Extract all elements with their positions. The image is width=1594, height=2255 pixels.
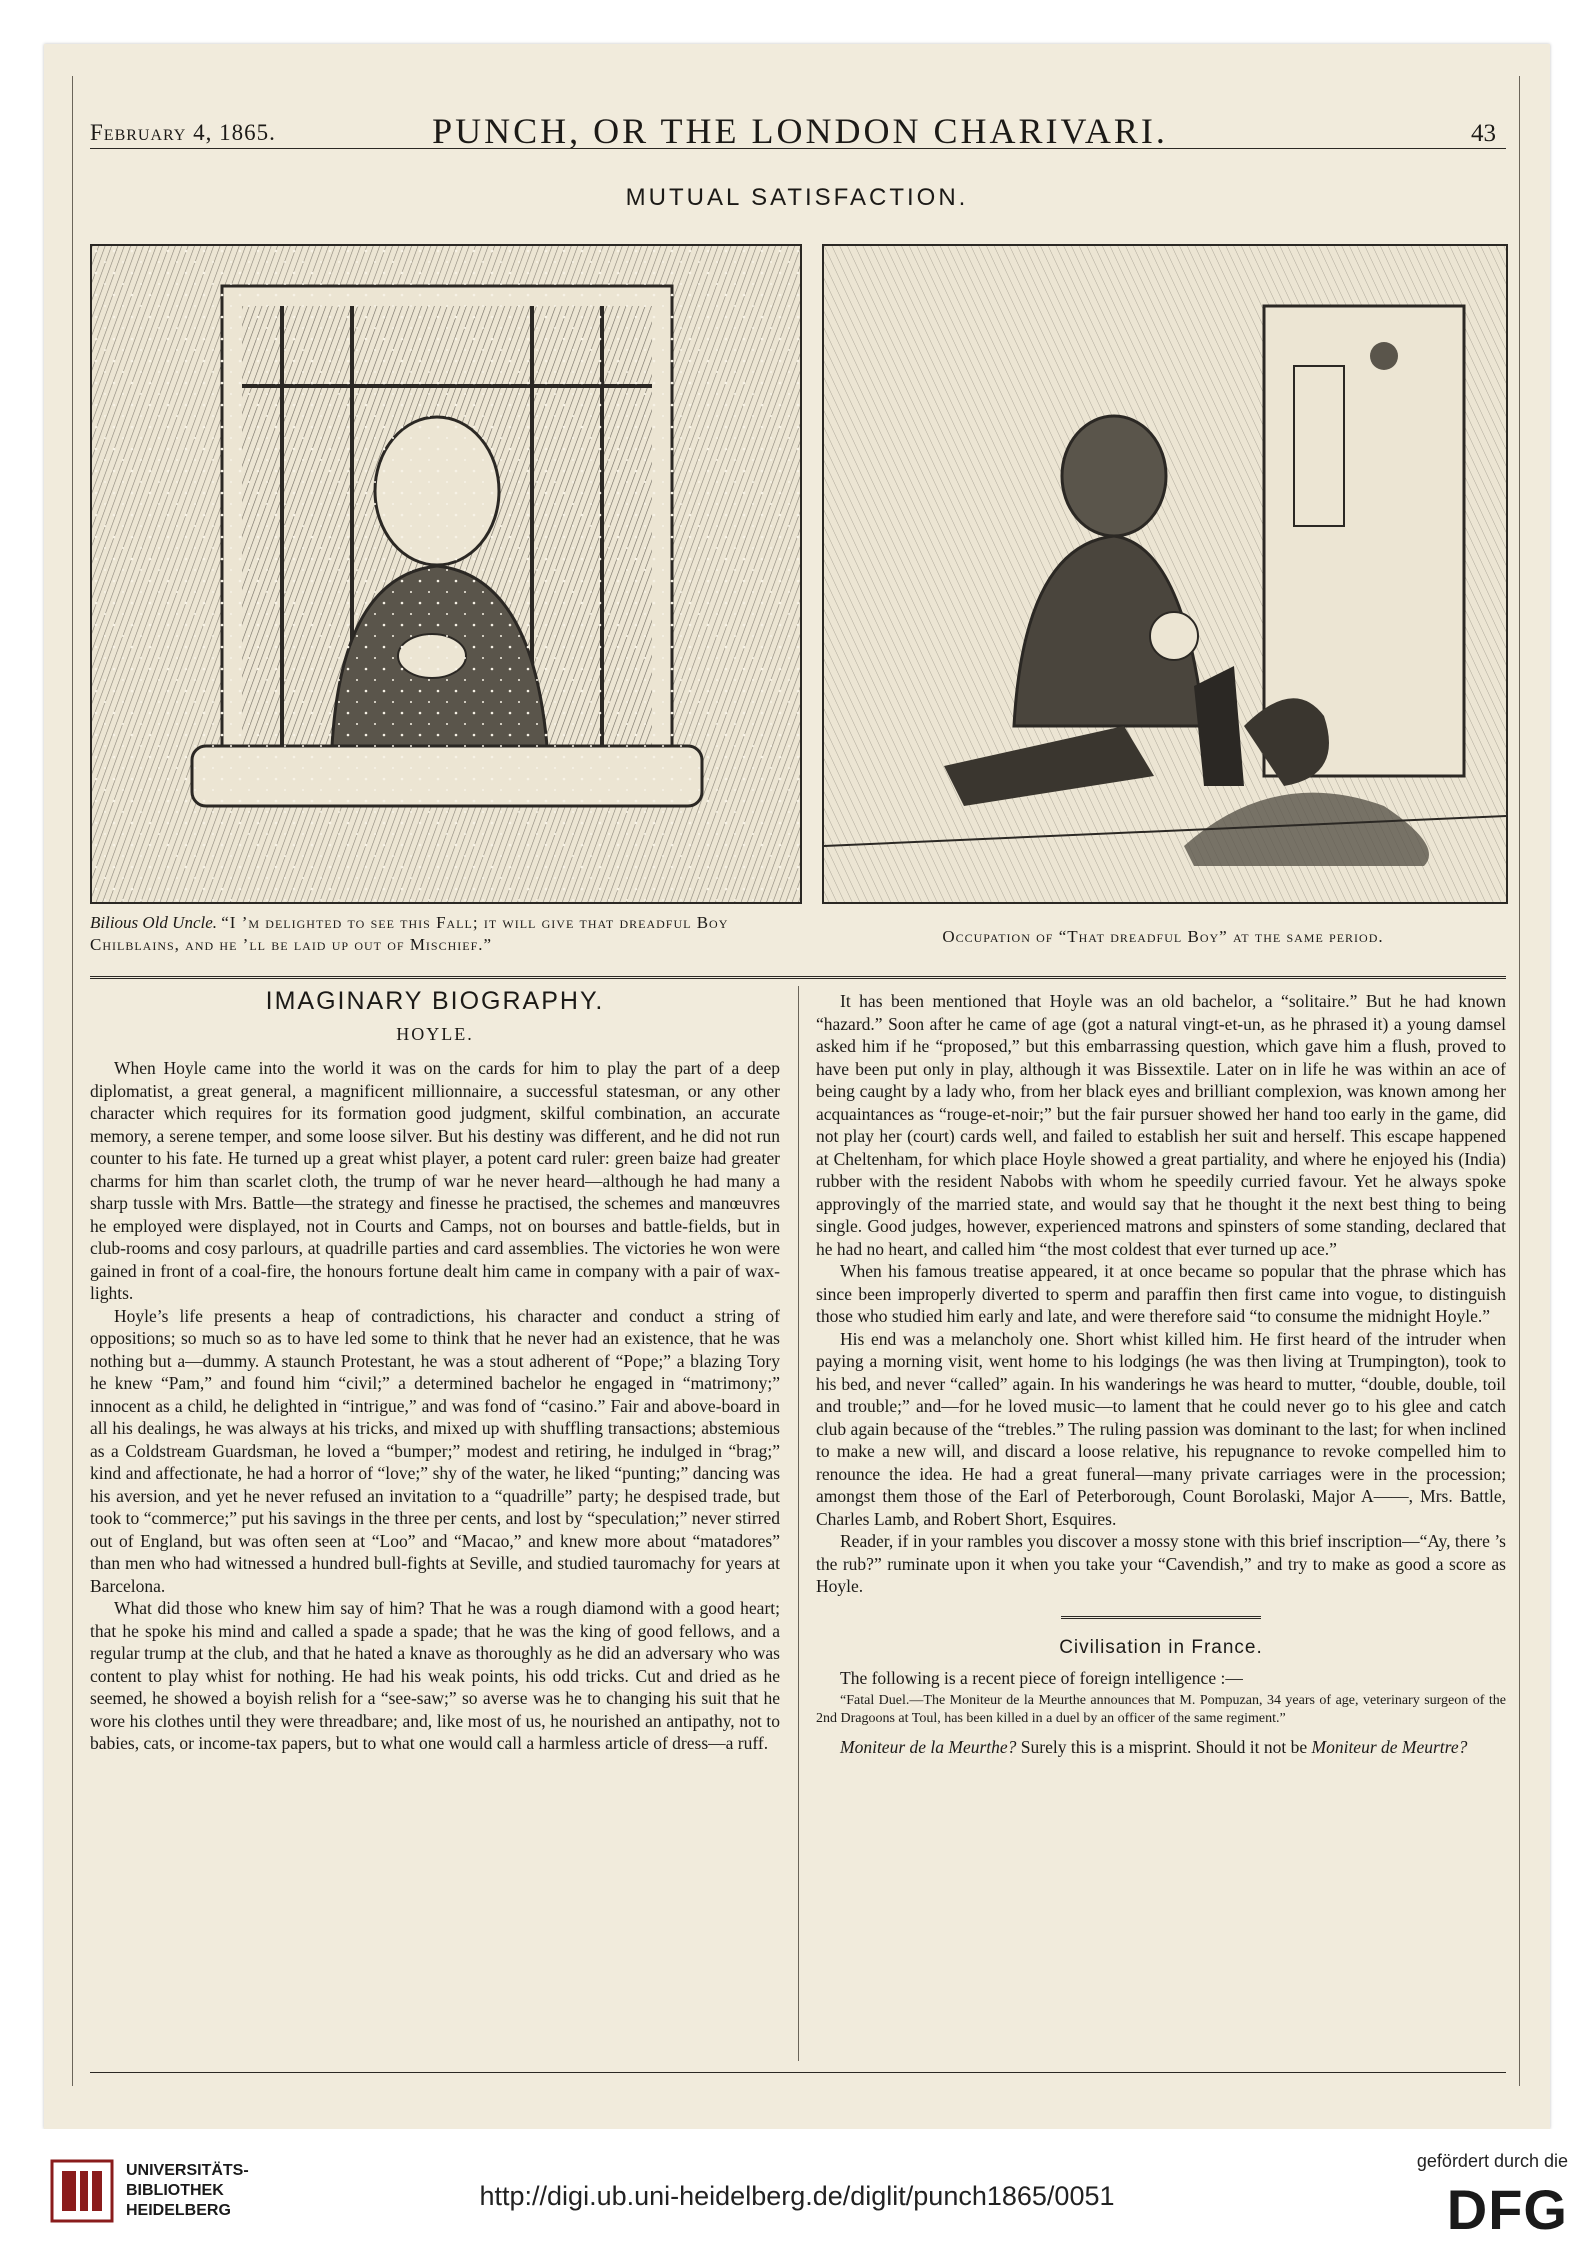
article-heading: IMAGINARY BIOGRAPHY. — [265, 987, 605, 1015]
cartoon-left-caption — [90, 912, 810, 956]
page-number: 43 — [1471, 120, 1496, 147]
boy-making-snowballs-illustration — [824, 246, 1506, 902]
article-subheading: HOYLE. — [396, 1023, 474, 1044]
column-divider — [798, 986, 799, 2061]
library-line: HEIDELBERG — [126, 2202, 231, 2219]
digitization-footer — [0, 2129, 1594, 2255]
article-column-2 — [816, 990, 1506, 1758]
article-paragraph: Hoyle’s life presents a heap of contradictions, his character and conduct a string of oppositions; so much so as to have led some to think that he never had an existence, that he was nothing but a—dummy. A staunch Protestant, he was a stout adherent of “Pope;” a blazing Tory he knew “Pam,” and found him “civil;” a determined bachelor he engaged in “matrimony;” innocent as a child, he delighted in “intrigue,” and was fond of “casino.” Fair and above-board in all his dealings, he was always at his tricks, and mixed up with shuffling transactions; abstemious as a Coldstream Guardsman, he loved a “bumper;” modest and retiring, he indulged in “brag;” kind and affectionate, he had a horror of “love;” shy of the water, he liked “punting;” dancing was his aversion, and yet he never refused an invitation to a “quadrille” party; he despised trade, but took to “commerce;” put his savings in the three per cents, and lost by “speculation;” never stirred out of England, but was often seen at “Loo” and “Macao,” and knew more about “matadores” than men who had witnessed a hundred bull-fights at Seville, and studied tauromachy for years at Barcelona. — [90, 1305, 780, 1596]
comment-italic-1: Moniteur de la Meurthe? — [840, 1736, 1017, 1757]
digital-copy-link[interactable]: http://digi.ub.uni-heidelberg.de/diglit/punch1865/0051 — [479, 2181, 1115, 2211]
newspaper-page — [44, 44, 1550, 2129]
funding-label: gefördert durch die — [1416, 2151, 1568, 2171]
civilisation-comment — [816, 1736, 1506, 1759]
cartoon-right-caption — [822, 926, 1504, 948]
library-line: BIBLIOTHEK — [126, 2182, 224, 2199]
masthead: PUNCH, OR THE LONDON CHARIVARI. — [432, 111, 1168, 151]
civilisation-heading: Civilisation in France. — [1059, 1636, 1263, 1658]
article-paragraph: Reader, if in your rambles you discover a mossy stone with this brief inscription—“Ay, there ’s the rub?” ruminate upon it when you take your “Cavendish,” and try to make as good a score as Hoyle. — [816, 1531, 1506, 1596]
caption-speaker: Bilious Old Uncle. — [90, 913, 218, 932]
article-paragraph: It has been mentioned that Hoyle was an old bachelor, a “solitaire.” But he had known “hazard.” Soon after he came of age (got a natural vingt-et-un, as he phrased it) a young damsel asked him if he “proposed,” but this embarrassing question, which gave him a flush, proved to have been put only in play, although it was Bissextile. Later on in life he was within an ace of being caught by a lady who, from her black eyes and brilliant complexion, was known among her acquaintances as “rouge-et-noir;” but the fair pursuer showed her hand too early in the game, did not play her (court) cards well, and failed to establish her suit and herself. This escape happened at Cheltenham, for which place Hoyle showed a great partiality, and where he enjoyed his (India) rubber with the resident Nabobs with whom he speedily curried favour. Yet he always spoke approvingly of the married state, and would say that he thought it the next best thing to being single. Good judges, however, experienced matrons and spinsters of some standing, declared that he had no heart, and called him “the most coldest that ever turned up ace.” — [816, 991, 1506, 1259]
library-line: UNIVERSITÄTS- — [126, 2162, 249, 2179]
comment-italic-2: Moniteur de Meurtre? — [1311, 1736, 1468, 1757]
uncle-at-window-illustration — [92, 246, 800, 902]
cartoon-left-panel — [90, 244, 802, 904]
civilisation-rule — [1061, 1616, 1261, 1619]
header-rule — [90, 148, 1506, 149]
civilisation-intro: The following is a recent piece of foreign intelligence :— — [840, 1668, 1243, 1688]
issue-date: February 4, 1865. — [90, 120, 276, 145]
article-paragraph: When Hoyle came into the world it was on the cards for him to play the part of a deep diplomatist, a great general, a magnificent millionnaire, a successful statesman, or any other character which requires for its formation good judgment, skilful combination, an accurate memory, a serene temper, and some loose silver. But his destiny was different, and he did not run counter to his fate. He turned up a great whist player, a potent card ruler: green baize had greater charms for him than scarlet cloth, the trump of war he never heard—although he had many a sharp tussle with Mrs. Battle—the strategy and finesse he practised, the schemes and manœuvres he employed were displayed, not in Courts and Camps, not on bourses and battle-fields, but in club-rooms and cosy parlours, at quadrille parties and card assemblies. The victories he won were gained in front of a coal-fire, the honours fortune dealt him came in company with a pair of wax-lights. — [90, 1058, 780, 1303]
cartoon-right-panel — [822, 244, 1508, 904]
caption-occupation: Occupation of “That dreadful Boy” at the same period. — [942, 927, 1384, 946]
article-paragraph: His end was a melancholy one. Short whist killed him. He first heard of the intruder when paying a morning visit, went home to his lodgings (he was then living at Trumpington), took to his bed, and never “called” again. In his wanderings he was heard to mutter, “double, double, toil and trouble;” and—for he loved music—to lament that he could never go to his glee and catch club again because of the “trebles.” The ruling passion was dominant to the last; for when inclined to make a new will, and discard a loose relative, his repugnance to revoke compelled him to renounce the idea. He had a great funeral—many private carriages were in the procession; amongst them those of the Earl of Peterborough, Count Borolaski, Major A——, Mrs. Battle, Charles Lamb, and Robert Short, Esquires. — [816, 1328, 1506, 1529]
article-paragraph: When his famous treatise appeared, it at once became so popular that the phrase which has since been improperly diverted to sperm and paraffin then first came into vogue, to distinguish those who studied him early and late, and were therefore said “to consume the midnight Hoyle.” — [816, 1261, 1506, 1326]
article-column-1 — [90, 987, 780, 1755]
caption-quote: “I ’m delighted to see this Fall; it will give that dreadful Boy Chilblains, and he ’ll be laid up out of Mischief.” — [90, 913, 729, 954]
section-rule — [90, 976, 1506, 979]
bottom-rule — [90, 2072, 1506, 2073]
article-paragraph: What did those who knew him say of him? That he was a rough diamond with a good heart; that he spoke his mind and called a spade a spade; that he was the king of good fellows, and a regular trump at the club, and that he hated a knave as thoroughly as he did an adversary who was content to play whist for nothing. He had his weak points, his odd tricks. Cut and dried as he seemed, he showed a boyish relish for a “see-saw;” so averse was he to changing his suit that he wore his clothes until they were threadbare; and, like most of us, he nourished an antipathy, not to babies, cats, or income-tax papers, but to what one would call a harmless article of dress—a ruff. — [90, 1598, 780, 1753]
cartoon-title: MUTUAL SATISFACTION. — [625, 184, 969, 211]
civilisation-quote: “Fatal Duel.—The Moniteur de la Meurthe announces that M. Pompuzan, 34 years of age, veterinary surgeon of the 2nd Dragoons at Toul, has been killed in a duel by an officer of the same regiment.” — [816, 1692, 1506, 1726]
comment-text: Surely this is a misprint. Should it not be — [1016, 1736, 1312, 1757]
dfg-logo: DFG — [1446, 2178, 1568, 2241]
page-header — [90, 102, 1510, 162]
